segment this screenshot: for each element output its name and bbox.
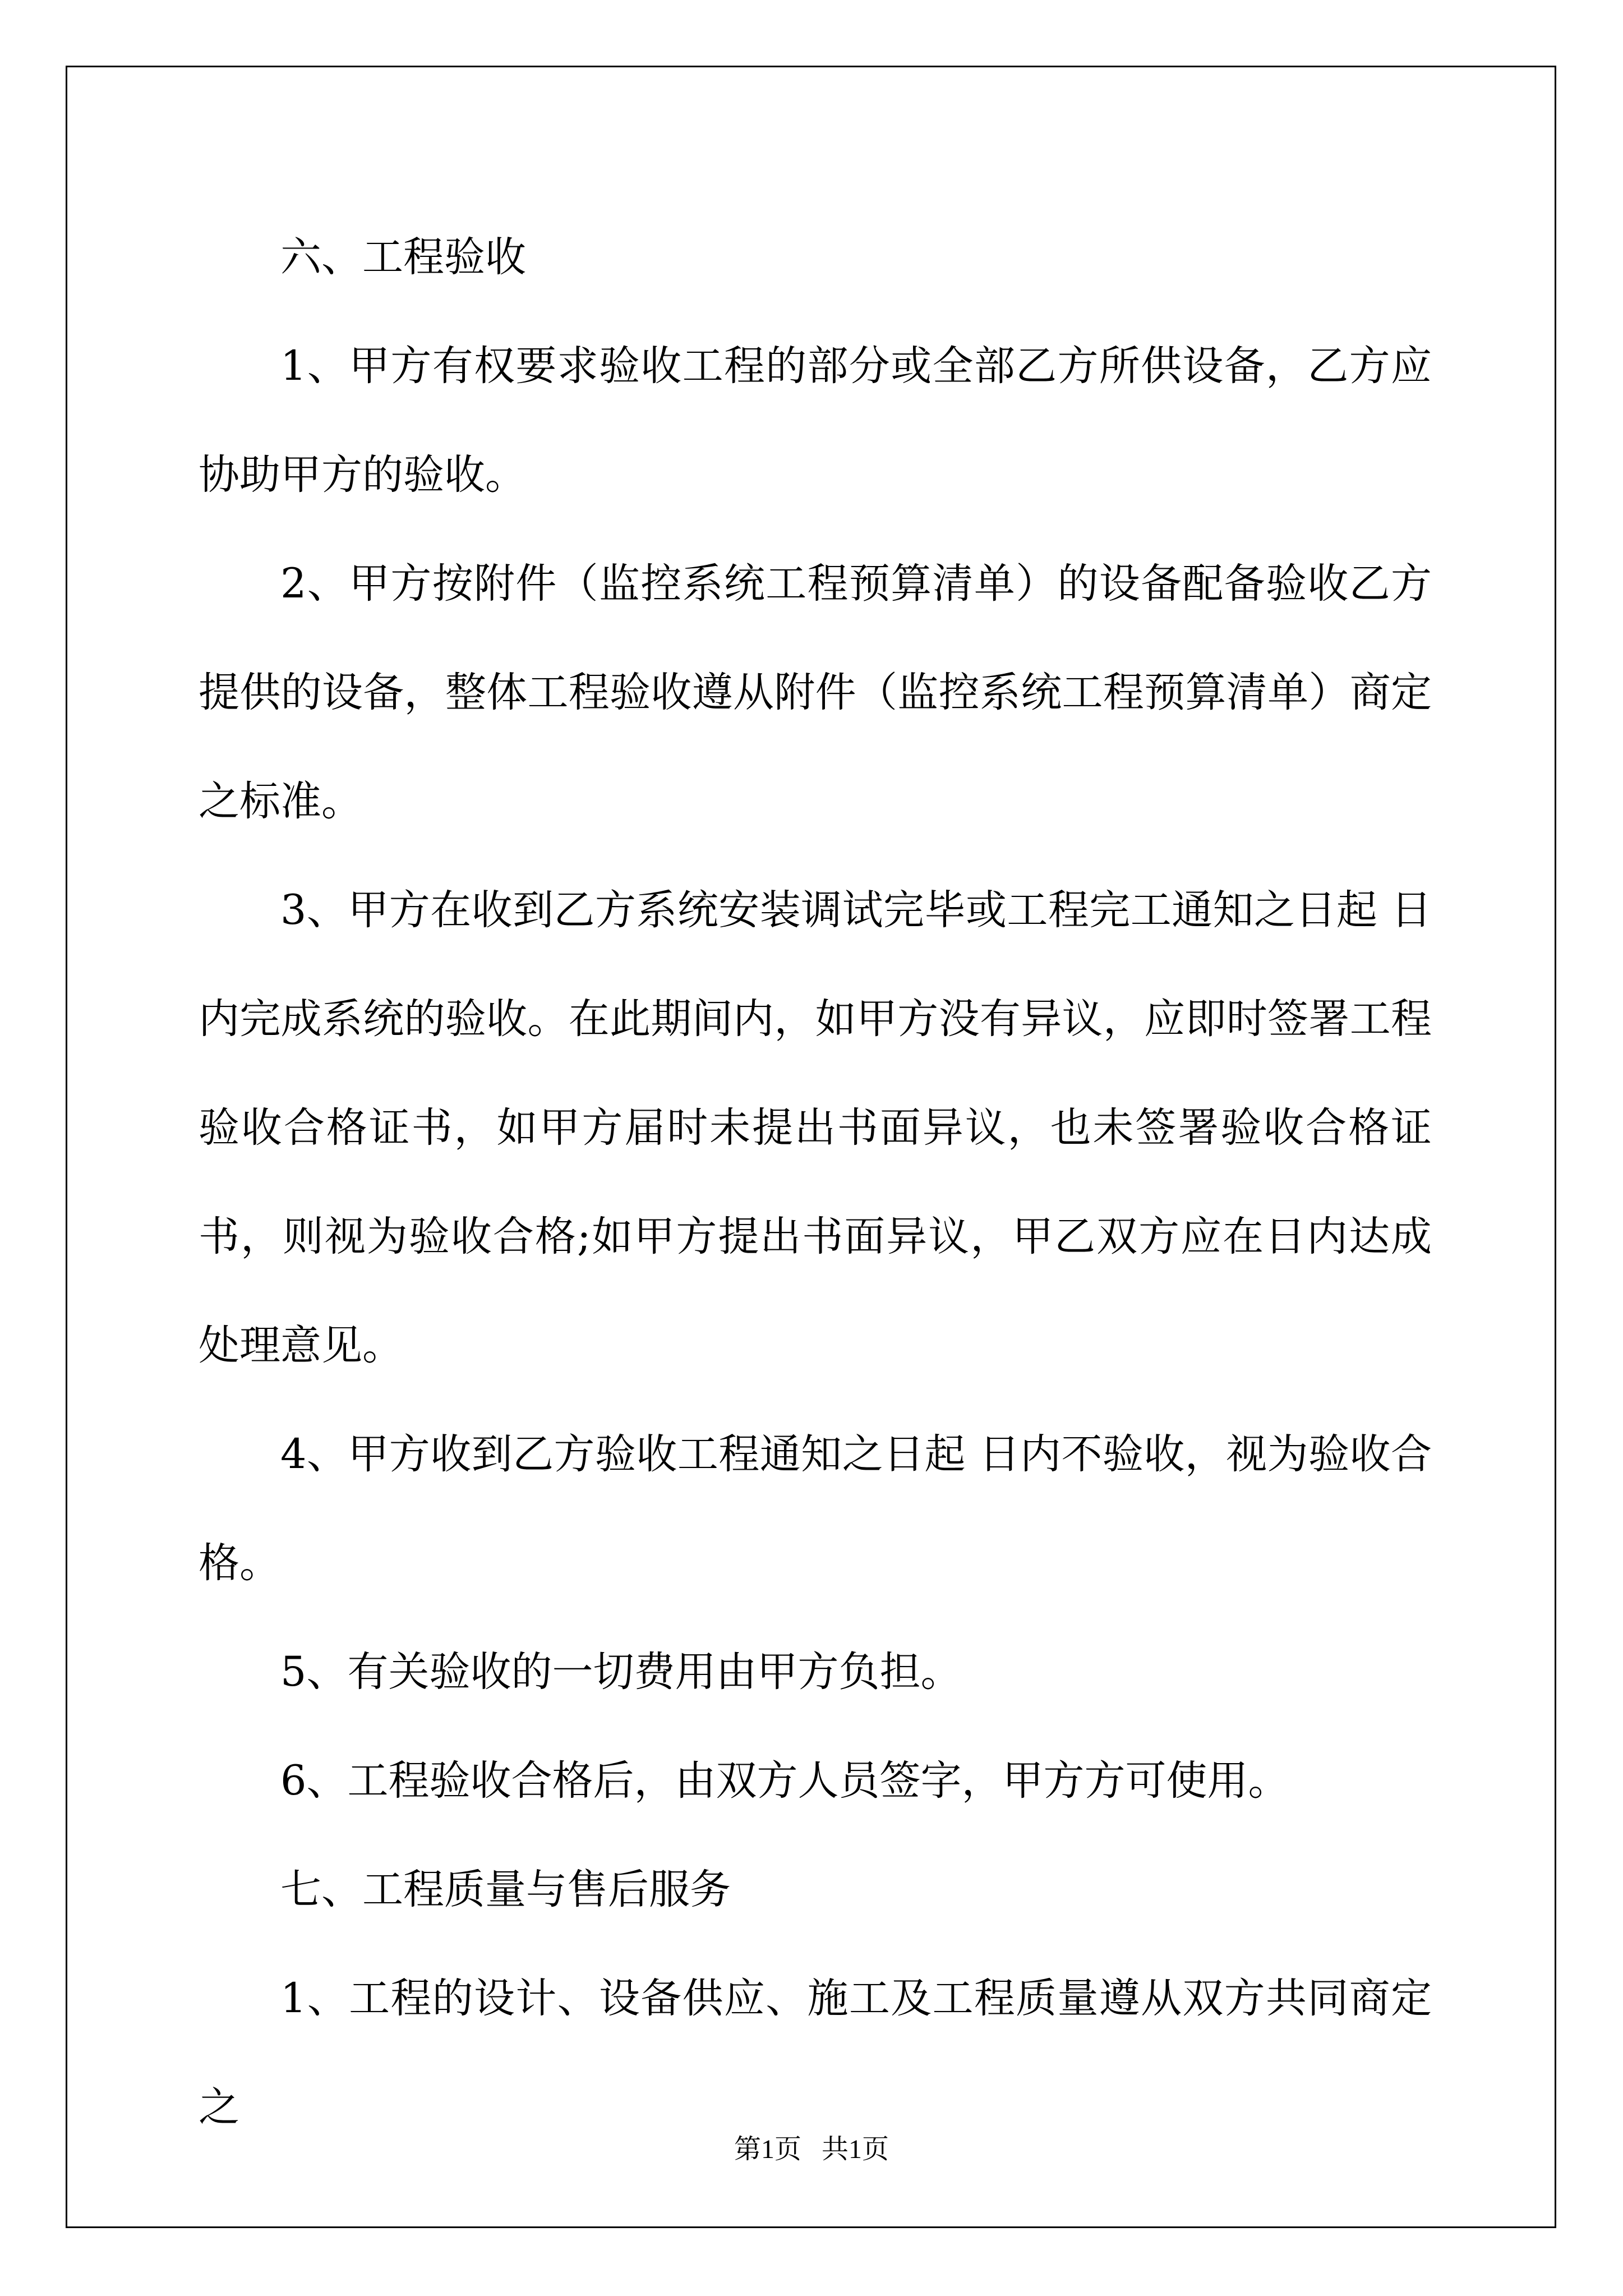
page-number: 第1页 [734,2134,801,2164]
paragraph-acceptance-5: 5、有关验收的一切费用由甲方负担。 [280,1648,962,1696]
paragraph-acceptance-3: 3、甲方在收到乙方系统安装调试完毕或工程完工通知之日起 日内完成系统的验收。在此期间内，如甲方没有异议，应即时签署工程验收合格证书，如甲方届时未提出书面异议，也未签署验收合格证书，则视为验收合格;如甲方提出书面异议，甲乙双方应在日内达成处理意见。 [199,886,1432,1369]
paragraph-acceptance-4: 4、甲方收到乙方验收工程通知之日起 日内不验收，视为验收合格。 [199,1430,1432,1587]
document-body [199,203,1432,2162]
paragraph-acceptance-2: 2、甲方按附件（监控系统工程预算清单）的设备配备验收乙方提供的设备，整体工程验收遵从附件（监控系统工程预算清单）商定之标准。 [199,560,1432,825]
paragraph-acceptance-1: 1、甲方有权要求验收工程的部分或全部乙方所供设备，乙方应协助甲方的验收。 [199,342,1432,499]
paragraph-acceptance-6: 6、工程验收合格后，由双方人员签字，甲方方可使用。 [280,1757,1289,1805]
page-total: 共1页 [822,2134,889,2164]
paragraph-quality-1: 1、工程的设计、设备供应、施工及工程质量遵从双方共同商定之 [199,1975,1432,2131]
page-footer [0,2133,1623,2166]
section-heading-acceptance: 六、工程验收 [280,233,526,281]
footer-spacer [801,2134,822,2164]
section-heading-quality-service: 七、工程质量与售后服务 [280,1866,731,1913]
